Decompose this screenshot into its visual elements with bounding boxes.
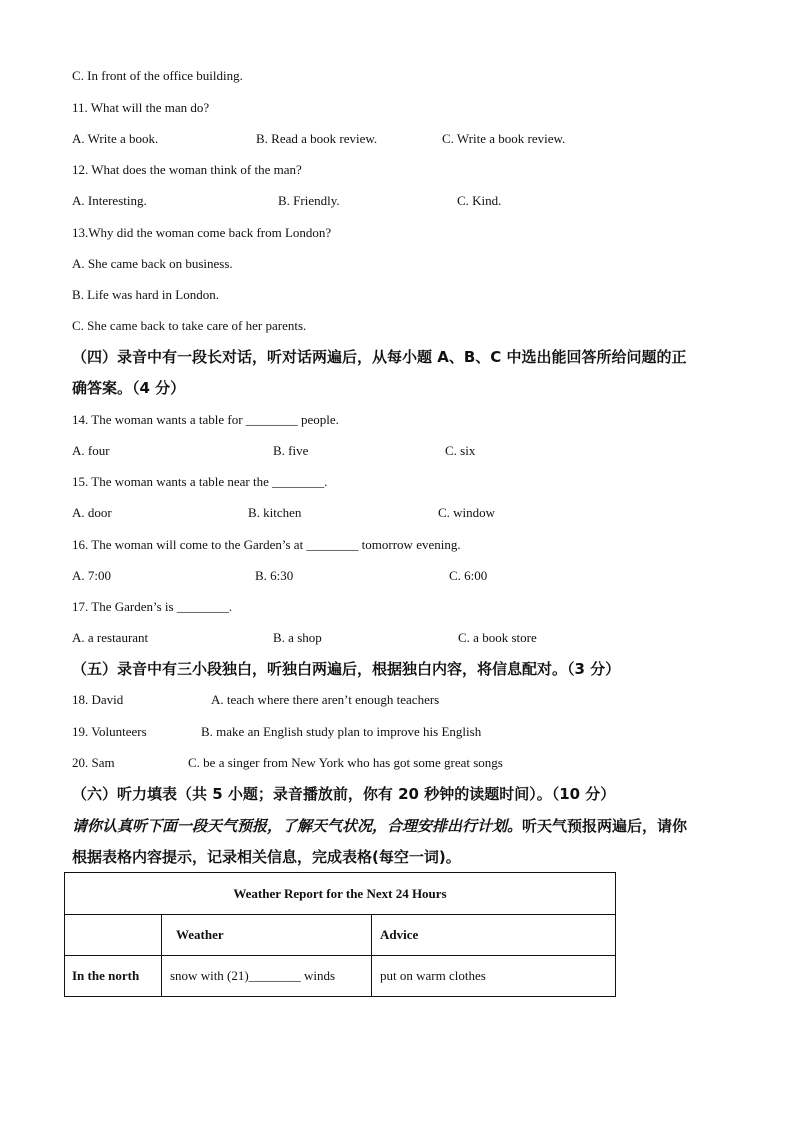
- q11-option-a: A. Write a book.: [72, 131, 159, 146]
- instructions-rest: 听天气预报两遍后，请你: [522, 817, 688, 835]
- q12-option-a: A. Interesting.: [72, 193, 147, 208]
- q16-option-b: B. 6:30: [255, 568, 294, 583]
- match-right-b: B. make an English study plan to improve his English: [201, 724, 482, 739]
- q17-question: 17. The Garden’s is ________.: [72, 599, 233, 614]
- instructions-italic: 请你认真听下面一段天气预报，了解天气状况，合理安排出行计划。: [72, 817, 523, 835]
- q13-option-c: C. She came back to take care of her parents.: [72, 318, 307, 333]
- match-left-20: 20. Sam: [72, 755, 115, 770]
- q13-question: 13.Why did the woman come back from London?: [72, 225, 332, 240]
- q16-option-c: C. 6:00: [449, 568, 488, 583]
- section4-heading: （四）录音中有一段长对话，听对话两遍后，从每小题 A、B、C 中选出能回答所给问题的正: [72, 348, 687, 366]
- row-weather: snow with (21)________ winds: [162, 956, 372, 997]
- section6-instructions-cont: 根据表格内容提示，记录相关信息，完成表格(每空一词)。: [72, 848, 461, 866]
- q16-question: 16. The woman will come to the Garden’s at ________ tomorrow evening.: [72, 537, 461, 552]
- row-advice: put on warm clothes: [372, 956, 616, 997]
- q15-question: 15. The woman wants a table near the ________.: [72, 474, 328, 489]
- match-left-18: 18. David: [72, 692, 124, 707]
- q15-option-b: B. kitchen: [248, 505, 302, 520]
- q14-question: 14. The woman wants a table for ________ people.: [72, 412, 339, 427]
- table-title: Weather Report for the Next 24 Hours: [65, 873, 616, 915]
- section4-heading-cont: 确答案。（4 分）: [72, 379, 186, 397]
- q11-option-c: C. Write a book review.: [442, 131, 566, 146]
- q12-option-b: B. Friendly.: [278, 193, 340, 208]
- q13-option-a: A. She came back on business.: [72, 256, 233, 271]
- q11-option-b: B. Read a book review.: [256, 131, 378, 146]
- header-advice: Advice: [372, 915, 616, 956]
- q15-option-c: C. window: [438, 505, 496, 520]
- row-region: In the north: [65, 956, 162, 997]
- q17-option-c: C. a book store: [458, 630, 537, 645]
- q12-option-c: C. Kind.: [457, 193, 502, 208]
- match-left-19: 19. Volunteers: [72, 724, 147, 739]
- q15-option-a: A. door: [72, 505, 112, 520]
- match-right-c: C. be a singer from New York who has got some great songs: [188, 755, 503, 770]
- q11-question: 11. What will the man do?: [72, 100, 210, 115]
- q13-option-b: B. Life was hard in London.: [72, 287, 219, 302]
- q17-option-b: B. a shop: [273, 630, 322, 645]
- q14-option-b: B. five: [273, 443, 309, 458]
- q14-option-c: C. six: [445, 443, 476, 458]
- section5-heading: （五）录音中有三小段独白，听独白两遍后，根据独白内容，将信息配对。（3 分）: [72, 660, 621, 678]
- header-empty: [65, 915, 162, 956]
- table-row: [65, 956, 616, 997]
- match-right-a: A. teach where there aren’t enough teachers: [211, 692, 440, 707]
- header-weather: Weather: [162, 915, 372, 956]
- q10-option-c: C. In front of the office building.: [72, 68, 243, 83]
- weather-table: [64, 872, 616, 997]
- section6-instructions: [72, 816, 687, 836]
- q12-question: 12. What does the woman think of the man?: [72, 162, 302, 177]
- section6-heading: （六）听力填表（共 5 小题；录音播放前，你有 20 秒钟的读题时间）。（10 分）: [72, 785, 616, 803]
- q14-option-a: A. four: [72, 443, 110, 458]
- q17-option-a: A. a restaurant: [72, 630, 149, 645]
- q16-option-a: A. 7:00: [72, 568, 111, 583]
